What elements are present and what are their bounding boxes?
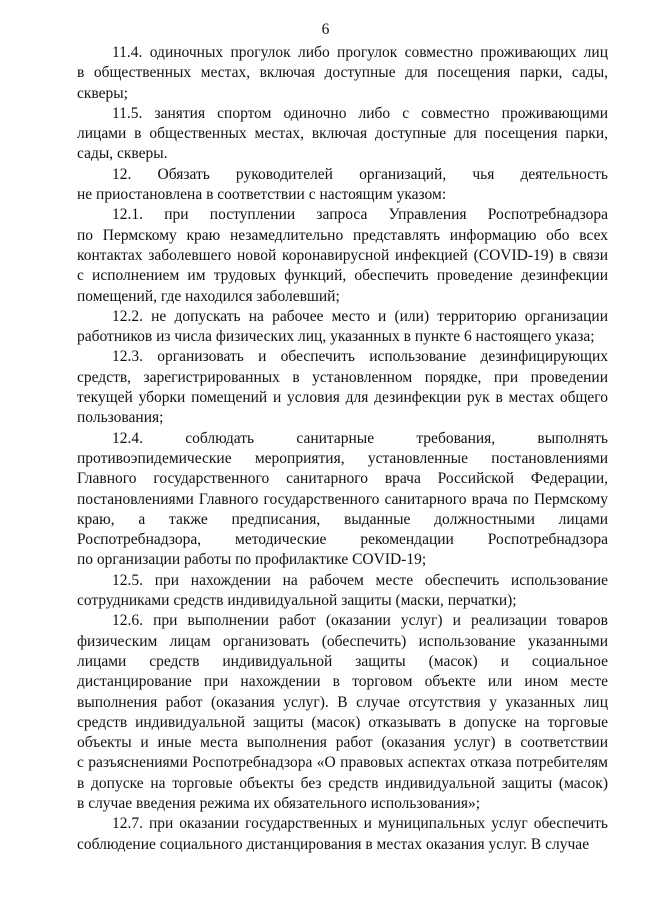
paragraph-12-5 [77, 571, 608, 612]
text-line: пользования; [77, 409, 164, 427]
text-line: противоэпидемические мероприятия, установленные постановлениями [77, 449, 608, 467]
text-line: 12.5. при нахождении на рабочем месте обеспечить использование [112, 571, 608, 589]
paragraph-12-4 [77, 429, 608, 571]
text-line: Роспотребнадзора, методические рекомендации Роспотребнадзора [77, 531, 608, 549]
page-number: 6 [321, 21, 330, 38]
text-line: 12.7. при оказании государственных и муниципальных услуг обеспечить [112, 815, 608, 833]
text-line: лицами в общественных местах, включая доступные для посещения парки, [77, 125, 608, 143]
text-line: по организации работы по профилактике COVID-19; [77, 551, 427, 569]
text-line: в допуске на торговые объекты без средств индивидуальной защиты (масок) [77, 774, 608, 792]
paragraph-11-5 [77, 104, 608, 165]
text-line: средств, зарегистрированных в установленном порядке, при проведении [77, 368, 608, 386]
document-body [77, 43, 608, 855]
text-line: 12.4. соблюдать санитарные требования, выполнять [112, 429, 608, 447]
text-line: в общественных местах, включая доступные для посещения парки, сады, [77, 64, 608, 82]
text-line: 12.3. организовать и обеспечить использование дезинфицирующих [112, 348, 608, 366]
paragraph-12-2 [77, 307, 608, 348]
text-line: контактах заболевшего новой коронавирусной инфекцией (COVID-19) в связи [77, 246, 608, 264]
text-line: текущей уборки помещений и условия для дезинфекции рук в местах общего [77, 389, 608, 407]
text-line: 11.4. одиночных прогулок либо прогулок совместно проживающих лиц [112, 44, 608, 61]
paragraph-12-7 [77, 814, 608, 855]
paragraph-11-4 [77, 43, 608, 104]
paragraph-12-3 [77, 347, 608, 428]
text-line: помещений, где находился заболевший; [77, 287, 340, 305]
text-line: Главного государственного санитарного врача Российской Федерации, [77, 470, 608, 488]
text-line: 12.2. не допускать на рабочее место и (или) территорию организации [112, 307, 608, 325]
text-line: лицами средств индивидуальной защиты (масок) и социальное [77, 652, 608, 670]
text-line: 11.5. занятия спортом одиночно либо с совместно проживающими [112, 104, 608, 122]
text-line: постановлениями Главного государственного санитарного врача по Пермскому [77, 490, 608, 508]
text-line: сотрудниками средств индивидуальной защиты (маски, перчатки); [77, 592, 517, 610]
text-line: не приостановлена в соответствии с настоящим указом: [77, 186, 447, 204]
paragraph-12-6 [77, 611, 608, 814]
text-line: соблюдение социального дистанцирования в местах оказания услуг. В случае [77, 835, 590, 853]
text-line: скверы; [77, 84, 128, 102]
paragraph-12-1 [77, 205, 608, 306]
text-line: краю, а также предписания, выданные должностными лицами [77, 510, 608, 528]
text-line: объекты и иные места выполнения работ (оказания услуг) в соответствии [77, 734, 608, 752]
text-line: выполнения работ (оказания услуг). В случае отсутствия у указанных лиц [77, 693, 608, 711]
text-line: по Пермскому краю незамедлительно представлять информацию обо всех [77, 226, 608, 244]
text-line: сады, скверы. [77, 145, 168, 163]
text-line: работников из числа физических лиц, указанных в пункте 6 настоящего указа; [77, 328, 595, 346]
text-line: 12. Обязать руководителей организаций, чья деятельность [112, 165, 608, 183]
text-line: дистанцирование при нахождении в торговом объекте или ином месте [77, 673, 608, 691]
text-line: физическим лицам организовать (обеспечить) использование указанными [77, 632, 608, 650]
text-line: 12.1. при поступлении запроса Управления Роспотребнадзора [112, 206, 608, 224]
paragraph-12 [77, 165, 608, 206]
text-line: с разъяснениями Роспотребнадзора «О правовых аспектах отказа потребителям [77, 754, 608, 772]
text-line: с исполнением им трудовых функций, обеспечить проведение дезинфекции [77, 267, 608, 285]
text-line: средств индивидуальной защиты (масок) отказывать в допуске на торговые [77, 713, 608, 731]
text-line: 12.6. при выполнении работ (оказании услуг) и реализации товаров [112, 612, 608, 630]
text-line: в случае введения режима их обязательного использования»; [77, 794, 481, 812]
